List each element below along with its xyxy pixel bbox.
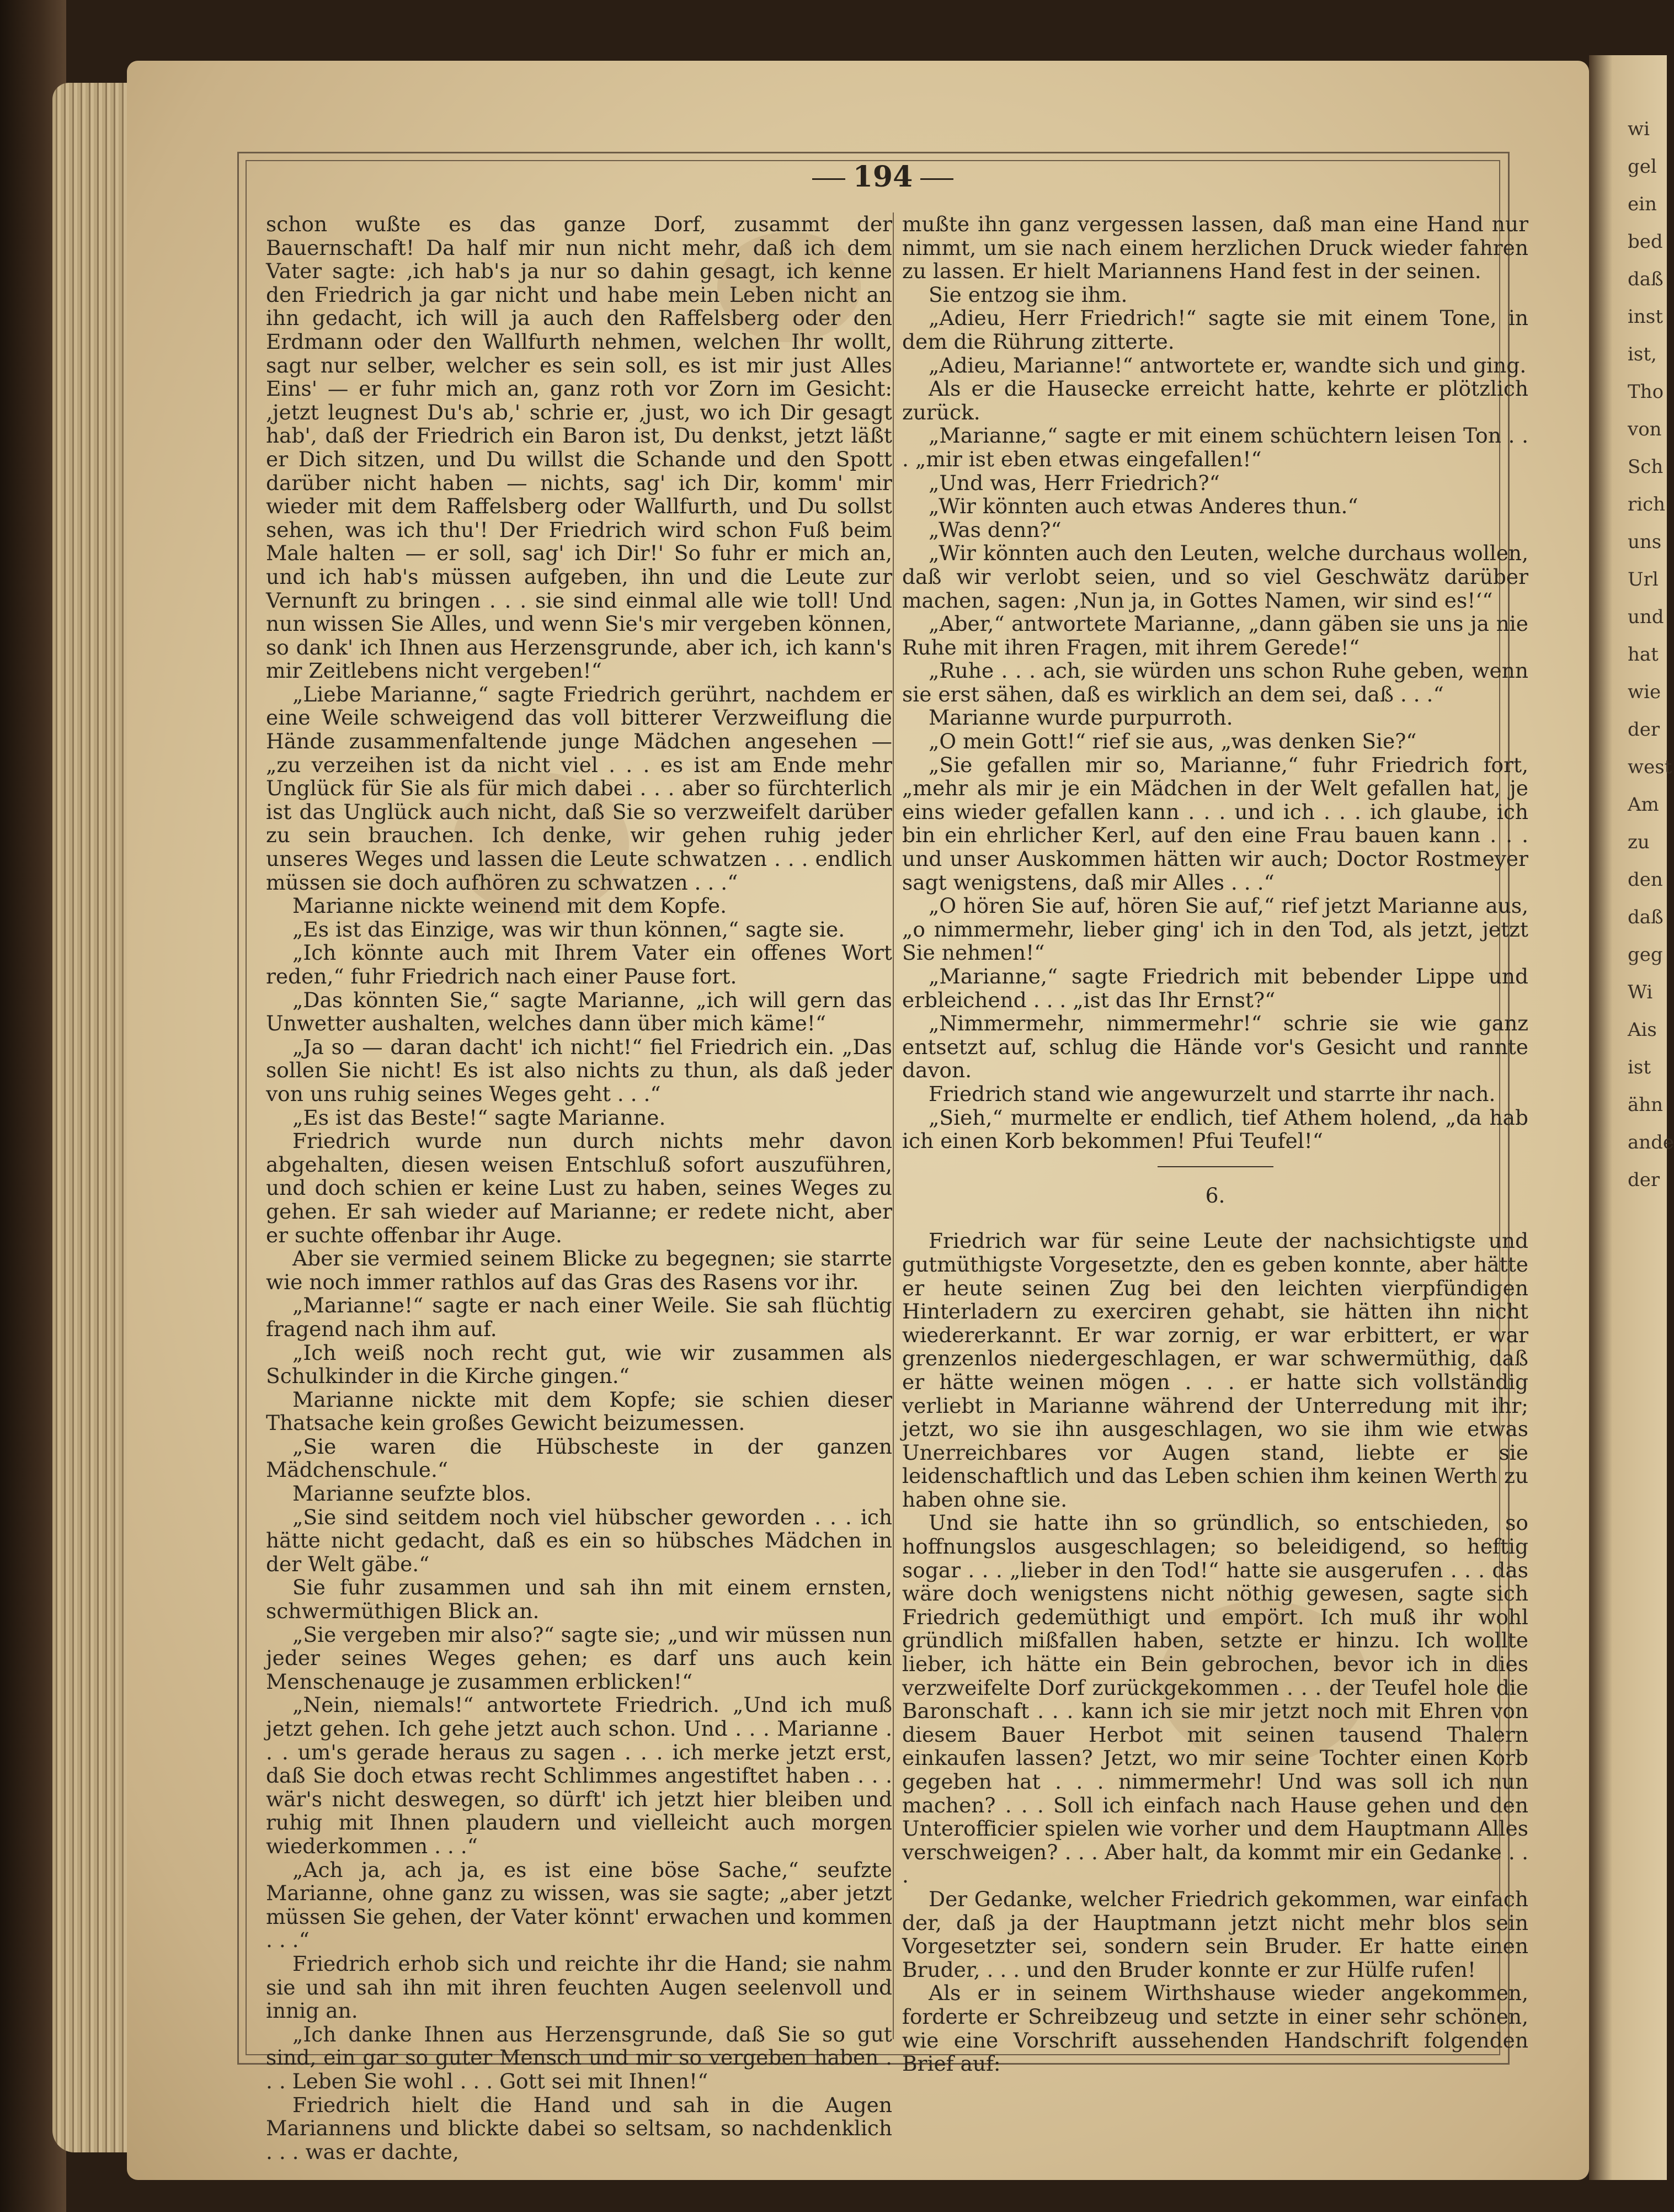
paragraph: Friedrich war für seine Leute der nachsichtigste und gutmüthigste Vorgesetzte, den es geben konnte, aber hätte er heute seinen Zug bei den leichten vierpfündigen Hinterladern zu exerciren gehabt, sie hätten ihn nicht wiedererkannt. Er war zornig, er war erbittert, er war grenzenlos niedergeschlagen, er war schwermüthig, daß er hätte weinen mögen . . . er hatte sich vollständig verliebt in Marianne während der Unterredung mit ihr; jetzt, wo sie ihn ausgeschlagen, wo sie ihm wie etwas Unerreichbares vor Augen stand, liebte er sie leidenschaftlich und das Leben schien ihm keinen Werth zu haben ohne sie. [902,1229,1528,1512]
facing-page-fragment: rich [1628,493,1666,515]
facing-page-fragment: west [1628,756,1672,778]
facing-page-fragment: ein [1628,193,1657,215]
facing-page-text-fragments [1628,110,1674,2152]
column-divider [893,212,894,2039]
facing-page-fragment: ist, [1628,343,1657,365]
paragraph: „Was denn?“ [929,517,1062,542]
paragraph: „Aber,“ antwortete Marianne, „dann gäben sie uns ja nie Ruhe mit ihren Fragen, mit ihrem Gerede!“ [902,612,1528,660]
paragraph: „Marianne!“ sagte er nach einer Weile. Sie sah flüchtig fragend nach ihm auf. [266,1293,892,1341]
paragraph: „Wir könnten auch den Leuten, welche durchaus wollen, daß wir verlobt seien, und so viel Geschwätz darüber machen, sagen: ‚Nun ja, in Gottes Namen, wir sind es!‘“ [902,541,1528,613]
facing-page-fragment: der [1628,1169,1660,1191]
paragraph: Der Gedanke, welcher Friedrich gekommen, war einfach der, daß ja der Hauptmann jetzt nicht mehr blos sein Vorgesetzter sei, sondern sein Bruder. Er hatte einen Bruder, . . . und den Bruder konnte er zur Hülfe rufen! [902,1886,1528,1982]
paragraph: Marianne seufzte blos. [292,1481,532,1506]
facing-page-fragment: von [1628,418,1662,440]
paragraph: „Es ist das Beste!“ sagte Marianne. [292,1105,666,1130]
facing-page-fragment: ande [1628,1131,1674,1153]
facing-page-fragment: uns [1628,531,1662,553]
paragraph: Marianne nickte weinend mit dem Kopfe. [292,894,727,918]
paragraph: „Ja so — daran dacht' ich nicht!“ fiel Friedrich ein. „Das sollen Sie nicht! Es ist also nichts zu thun, als daß jeder von uns ruhig seines Weges geht . . .“ [266,1034,892,1106]
facing-page-fragment: wie [1628,681,1661,703]
paragraph: mußte ihn ganz vergessen lassen, daß man eine Hand nur nimmt, um sie nach einem herzlichen Druck wieder fahren zu lassen. Er hielt Mariannens Hand fest in der seinen. [902,212,1528,284]
paragraph: „Adieu, Herr Friedrich!“ sagte sie mit einem Tone, in dem die Rührung zitterte. [902,306,1528,354]
paragraph: „O hören Sie auf, hören Sie auf,“ rief jetzt Marianne aus, „o nimmermehr, lieber ging' ich in den Tod, als jetzt, jetzt Sie nehmen!“ [902,894,1528,965]
paragraph: „Wir könnten auch etwas Anderes thun.“ [929,494,1358,519]
facing-page-fragment: wi [1628,118,1650,140]
paragraph: Friedrich hielt die Hand und sah in die Augen Mariannens und blickte dabei so seltsam, so nachdenklich . . . was er dachte, [266,2092,892,2164]
facing-page-fragment: daß [1628,906,1664,928]
paragraph: Sie fuhr zusammen und sah ihn mit einem ernsten, schwermüthigen Blick an. [266,1575,892,1624]
facing-page-fragment: Sch [1628,456,1664,478]
facing-page-fragment: Ais [1628,1019,1657,1041]
paragraph: Und sie hatte ihn so gründlich, so entschieden, so hoffnungslos ausgeschlagen; so beleidigend, so heftig sogar . . . „lieber in den Tod!“ hatte sie ausgerufen . . . das wäre doch wenigstens nicht nöthig gewesen, sagte sich Friedrich gedemüthigt und empört. Ich muß ihr wohl gründlich mißfallen haben, setzte er hinzu. Ich wollte lieber, ich hätte ein Bein gebrochen, bevor ich in dies verzweifelte Dorf zurückgekommen . . . der Teufel hole die Baronschaft . . . kann ich sie mir jetzt noch mit Ehren von diesem Bauer Herbot mit seinen tausend Thalern einkaufen lassen? Jetzt, wo mir seine Tochter einen Korb gegeben hat . . . nimmermehr! Und was soll ich nun machen? . . . Soll ich einfach nach Hause gehen und den Unterofficier spielen wie vorher und dem Hauptmann Alles verschweigen? . . . Aber halt, da kommt mir ein Gedanke . . . [902,1511,1528,1888]
paragraph: „Adieu, Marianne!“ antwortete er, wandte sich und ging. [929,353,1527,377]
paragraph: Marianne wurde purpurroth. [929,705,1233,730]
section-rule [1158,1166,1273,1167]
paragraph: „Marianne,“ sagte er mit einem schüchtern leisen Ton . . . „mir ist eben etwas eingefallen!“ [902,423,1528,471]
paragraph: „Sie vergeben mir also?“ sagte sie; „und wir müssen nun jeder seines Weges gehen; es darf uns auch kein Menschenauge je zusammen erblicken!“ [266,1622,892,1694]
page-number [800,160,966,199]
left-text-column [266,212,892,2163]
right-text-column [902,212,1528,2076]
paragraph: Friedrich erhob sich und reichte ihr die Hand; sie nahm sie und sah ihn mit ihren feuchten Augen seelenvoll und innig an. [266,1951,892,2023]
facing-page-fragment: Am [1628,794,1659,816]
facing-page-fragment: Wi [1628,981,1653,1003]
paragraph: „Ich danke Ihnen aus Herzensgrunde, daß Sie so gut sind, ein gar so guter Mensch und mir so vergeben haben . . . Leben Sie wohl . . . Gott sei mit Ihnen!“ [266,2022,892,2093]
facing-page-fragment: Url [1628,568,1659,591]
facing-page-fragment: bed [1628,231,1663,253]
facing-page-fragment: geg [1628,944,1663,966]
facing-page-fragment: zu [1628,831,1650,853]
ornament-dash [812,178,845,180]
facing-page-fragment: hat [1628,644,1659,666]
paragraph: Sie entzog sie ihm. [929,282,1128,307]
facing-page-fragment: gel [1628,156,1657,178]
paragraph: „Marianne,“ sagte Friedrich mit bebender Lippe und erbleichend . . . „ist das Ihr Ernst?“ [902,964,1528,1012]
paragraph: Friedrich wurde nun durch nichts mehr davon abgehalten, diesen weisen Entschluß sofort auszuführen, und doch schien er keine Lust zu haben, seines Weges zu gehen. Er sah wieder auf Marianne; er redete nicht, aber er suchte offenbar ihr Auge. [266,1129,892,1247]
paragraph: „Das könnten Sie,“ sagte Marianne, „ich will gern das Unwetter aushalten, welches dann über mich käme!“ [266,987,892,1036]
right-column-top-section [902,212,1528,1153]
facing-page-fragment: inst [1628,306,1663,328]
paragraph: „Sie gefallen mir so, Marianne,“ fuhr Friedrich fort, „mehr als mir je ein Mädchen in der Welt gefallen hat, je eins wieder gefallen kann . . . und ich . . . ich glaube, ich bin ein ehrlicher Kerl, auf den eine Frau bauen kann . . . und unser Auskommen hätten wir auch; Doctor Rostmeyer sagt wenigstens, daß mir Alles . . .“ [902,752,1528,895]
facing-page-fragment: und [1628,606,1664,628]
paragraph: Friedrich stand wie angewurzelt und starrte ihr nach. [929,1081,1496,1106]
facing-page-fragment: der [1628,719,1660,741]
paragraph: Aber sie vermied seinem Blicke zu begegnen; sie starrte wie noch immer rathlos auf das Gras des Rasens vor ihr. [266,1246,892,1294]
paragraph: „Ruhe . . . ach, sie würden uns schon Ruhe geben, wenn sie erst sähen, daß es wirklich an dem sei, daß . . .“ [902,658,1528,706]
paragraph: „Nimmermehr, nimmermehr!“ schrie sie wie ganz entsetzt auf, schlug die Hände vor's Gesicht und rannte davon. [902,1011,1528,1083]
paragraph: „Sie waren die Hübscheste in der ganzen Mädchenschule.“ [266,1434,892,1482]
paragraph: „Liebe Marianne,“ sagte Friedrich gerührt, nachdem er eine Weile schweigend das voll bitterer Verzweiflung die Hände zusammenfaltende junge Mädchen angesehen — „zu verzeihen ist da nicht viel . . . es ist am Ende mehr Unglück für Sie als für mich dabei . . . aber so fürchterlich ist das Unglück auch nicht, daß Sie so verzweifelt darüber zu sein brauchen. Ich denke, wir gehen ruhig jeder unseres Weges und lassen die Leute schwatzen . . . endlich müssen sie doch aufhören zu schwatzen . . .“ [266,682,892,895]
chapter-number: 6. [1205,1183,1225,1208]
paragraph: Als er die Hausecke erreicht hatte, kehrte er plötzlich zurück. [902,376,1528,424]
paragraph: „Es ist das Einzige, was wir thun können,“ sagte sie. [292,917,845,942]
ornament-dash [920,178,953,180]
facing-page-fragment: den [1628,869,1663,891]
right-column-bottom-section [902,1229,1528,2075]
paragraph: „Und was, Herr Friedrich?“ [929,470,1220,495]
paragraph: Als er in seinem Wirthshause wieder angekommen, forderte er Schreibzeug und setzte in einer sehr schönen, wie eine Vorschrift aussehenden Handschrift folgenden Brief auf: [902,1981,1528,2076]
facing-page-fragment: ähn [1628,1094,1664,1116]
facing-page-fragment: Tho [1628,381,1664,403]
facing-page-fragment: daß [1628,268,1664,290]
paragraph: schon wußte es das ganze Dorf, zusammt der Bauernschaft! Da half mir nun nicht mehr, daß ich dem Vater sagte: ‚ich hab's ja nur so dahin gesagt, ich kenne den Friedrich ja gar nicht und habe mein Leben nicht an ihn gedacht, ich will ja auch den Raffelsberg oder den Erdmann oder den Wallfurth nehmen, welchen Ihr wollt, sagt nur selber, welcher es sein soll, es ist mir just Alles Eins' — er fuhr mich an, ganz roth vor Zorn im Gesicht: ‚jetzt leugnest Du's ab,' schrie er, ‚just, wo ich Dir gesagt hab', daß der Friedrich ein Baron ist, Du denkst, jetzt läßt er Dich sitzen, und Du willst die Schande und den Spott darüber nicht haben — nichts, sag' ich Dir, komm' mir wieder mit dem Raffelsberg oder Wallfurth, und Du sollst sehen, was ich thu'! Der Friedrich wird schon Fuß beim Male halten — er soll, sag' ich Dir!' So fuhr er mich an, und ich hab's müssen aufgeben, ihn und die Leute zur Vernunft zu bringen . . . sie sind einmal alle wie toll! Und nun wissen Sie Alles, und wenn Sie's mir vergeben können, so dank' ich Ihnen aus Herzensgrunde, aber ich, ich kann's mir Zeitlebens nicht vergeben!“ [266,212,892,683]
paragraph: „Ich könnte auch mit Ihrem Vater ein offenes Wort reden,“ fuhr Friedrich nach einer Pause fort. [266,940,892,988]
facing-page-fragment: ist [1628,1056,1651,1078]
page-number-value: 194 [852,160,913,194]
paragraph: „Ach ja, ach ja, es ist eine böse Sache,“ seufzte Marianne, ohne ganz zu wissen, was sie sagte; „aber jetzt müssen Sie gehen, der Vater könnt' erwachen und kommen . . .“ [266,1857,892,1953]
paragraph: Marianne nickte mit dem Kopfe; sie schien dieser Thatsache kein großes Gewicht beizumessen. [266,1387,892,1435]
paragraph: „Ich weiß noch recht gut, wie wir zusammen als Schulkinder in die Kirche gingen.“ [266,1340,892,1389]
paragraph: „Sieh,“ murmelte er endlich, tief Athem holend, „da hab ich einen Korb bekommen! Pfui Teufel!“ [902,1105,1528,1153]
paragraph: „Sie sind seitdem noch viel hübscher geworden . . . ich hätte nicht gedacht, daß es ein so hübsches Mädchen in der Welt gäbe.“ [266,1504,892,1576]
paragraph: „Nein, niemals!“ antwortete Friedrich. „Und ich muß jetzt gehen. Ich gehe jetzt auch schon. Und . . . Marianne . . . um's gerade heraus zu sagen . . . ich merke jetzt erst, daß Sie doch etwas recht Schlimmes angestiftet haben . . . wär's nicht deswegen, so dürft' ich jetzt hier bleiben und ruhig mit Ihnen plaudern und vielleicht auch morgen wiederkommen . . .“ [266,1693,892,1858]
paragraph: „O mein Gott!“ rief sie aus, „was denken Sie?“ [929,729,1417,754]
